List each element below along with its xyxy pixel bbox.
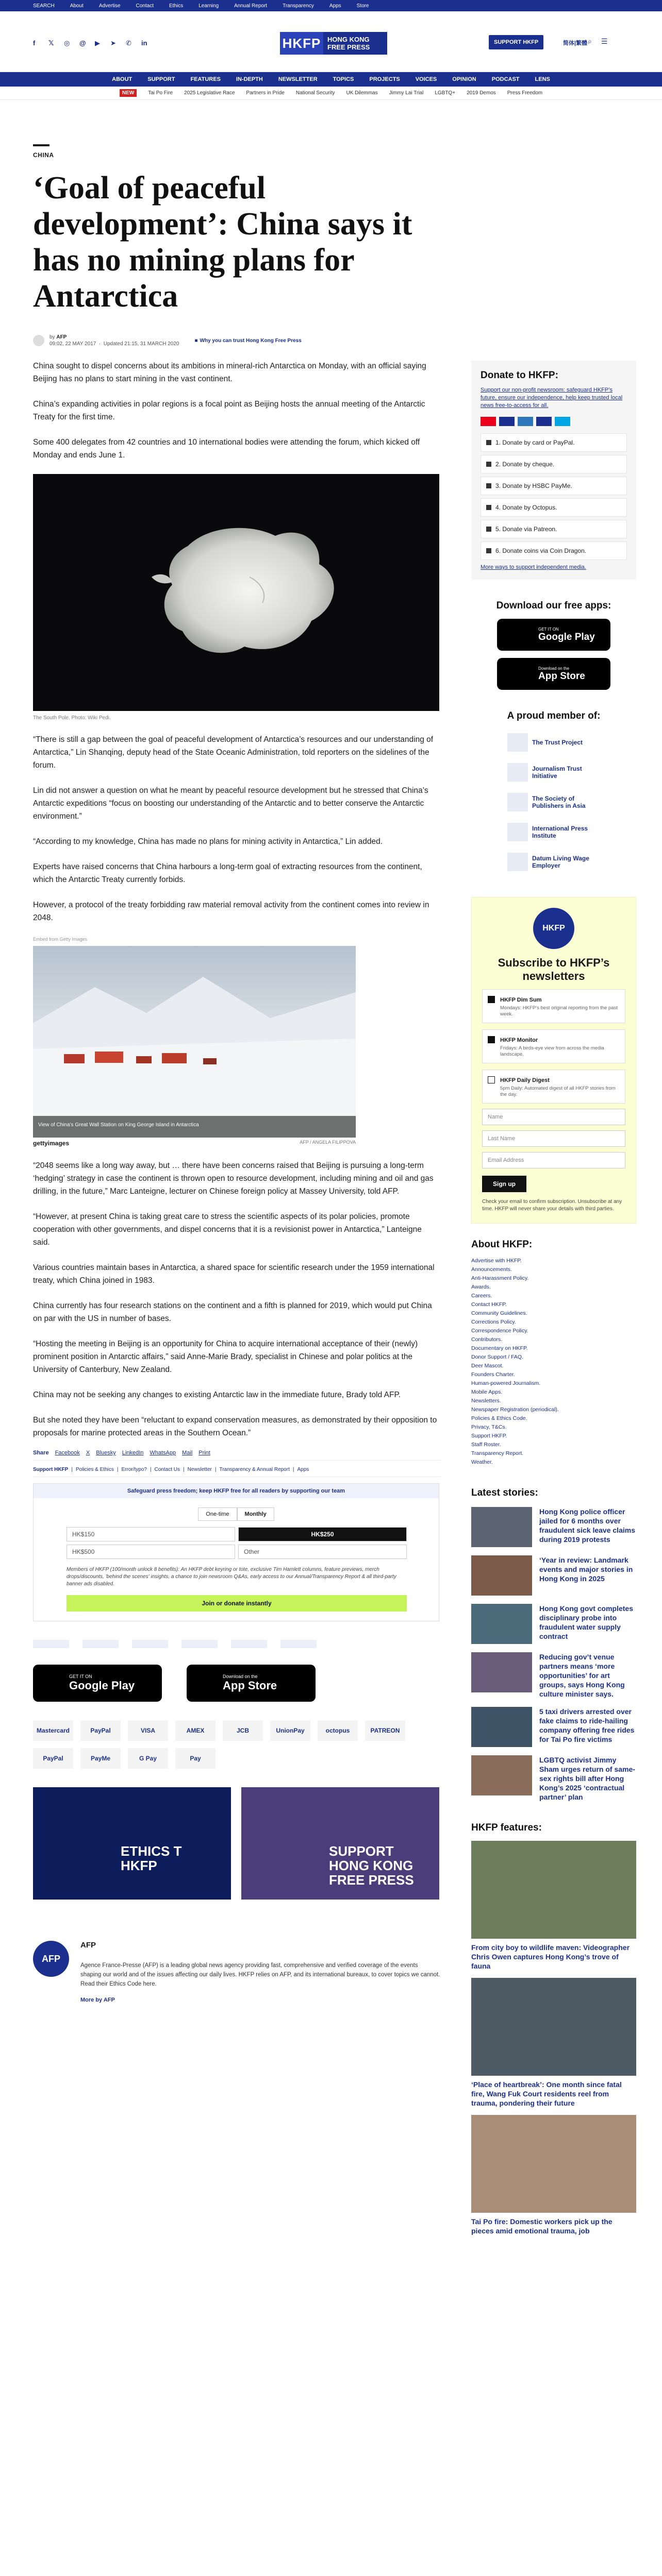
facebook-icon[interactable]: f — [33, 39, 36, 47]
nav-voices[interactable]: VOICES — [415, 76, 437, 82]
language-switch[interactable]: 简体|繁體 — [563, 40, 588, 46]
sidebar — [471, 361, 636, 2235]
amount-option-selected[interactable]: HK$250 — [238, 1527, 407, 1541]
share-print[interactable]: Print — [198, 1450, 210, 1456]
article-paragraph: China may not be seeking any changes to existing Antarctic law in the immediate future, Brady told AFP. — [33, 1391, 401, 1399]
about-links — [471, 1257, 636, 1467]
payment-methods — [33, 1720, 439, 1769]
menu-icon[interactable]: ☰ — [601, 37, 608, 45]
footlink[interactable]: Policies & Ethics — [75, 1467, 114, 1472]
instagram-icon[interactable]: ◎ — [64, 39, 70, 47]
footlink[interactable]: Contact Us — [154, 1467, 180, 1472]
article-title: ‘Goal of peaceful development’: China says it has no mining plans for Antarctica — [33, 171, 412, 314]
story-headline[interactable]: ‘Year in review: Landmark events and major stories in Hong Kong in 2025 — [539, 1556, 633, 1583]
site-header — [0, 11, 662, 72]
about-link[interactable]: Community Guidelines. — [471, 1310, 527, 1316]
support-banner[interactable]: SUPPORT HONG KONG FREE PRESS — [241, 1787, 439, 1900]
story-item[interactable] — [471, 1652, 636, 1699]
about-section — [471, 1239, 636, 1467]
newsletter-option[interactable]: HKFP Monitor Fridays: A birds-eye view from across the media landscape. — [482, 1029, 625, 1063]
article-paragraph: “2048 seems like a long way away, but … there have been concerns raised that Beijing is pursuing a long-term ‘hedging’ strategy in case the continent is thrown open to resource development, including mining and oil and gas drilling, in the future,” Marc Lanteigne, lecturer on Chinese foreign policy at Massey University, told AFP. — [33, 1161, 434, 1196]
article-paragraph: China currently has four research stations on the continent and a fifth is planned for 2019, which would put China on par with the US in number of bases. — [33, 1301, 432, 1323]
last-name-field[interactable]: Last Name — [482, 1130, 625, 1147]
article-paragraph: However, a protocol of the treaty forbidding raw material removal activity from the continent comes into review in 2048. — [33, 901, 429, 922]
footlink[interactable]: Support HKFP — [33, 1467, 69, 1472]
signup-button[interactable]: Sign up — [482, 1176, 526, 1192]
x-icon[interactable]: 𝕏 — [48, 39, 54, 47]
article-category[interactable]: CHINA — [33, 151, 54, 159]
about-link[interactable]: Policies & Ethics Code. — [471, 1415, 527, 1421]
updated-date: Updated 21:15, 31 MARCH 2020 — [103, 341, 179, 347]
latest-stories — [471, 1487, 636, 1802]
latest-title: Latest stories: — [471, 1487, 538, 1498]
member-logo[interactable]: International Press Institute — [507, 823, 600, 841]
nav-in-depth[interactable]: IN-DEPTH — [236, 76, 263, 82]
trending-nav — [0, 87, 662, 100]
header-icons — [588, 37, 607, 46]
about-link[interactable]: Contributors. — [471, 1336, 503, 1343]
story-item[interactable] — [471, 1707, 636, 1747]
member-logo[interactable]: Datum Living Wage Employer — [507, 853, 600, 871]
getty-credit: AFP / ANGELA FILIPPOVA — [300, 1140, 356, 1145]
frequency-monthly[interactable]: Monthly — [237, 1507, 274, 1521]
share-label: Share — [33, 1450, 49, 1456]
story-headline[interactable]: 5 taxi drivers arrested over fake claims to ride-hailing company offering free rides for Tai Po fire victims — [539, 1707, 635, 1743]
join-donate-button[interactable]: Join or donate instantly — [67, 1595, 407, 1612]
telegram-icon[interactable]: ➤ — [110, 39, 116, 47]
nav-about[interactable]: ABOUT — [112, 76, 133, 82]
members-title: A proud member of: — [507, 710, 601, 721]
sidebar-apps — [471, 600, 636, 690]
payment-logo[interactable]: PayPal — [80, 1720, 121, 1741]
threads-icon[interactable]: @ — [79, 39, 86, 47]
embed-footer — [33, 1140, 356, 1147]
youtube-icon[interactable]: ▶ — [95, 39, 100, 47]
about-link[interactable]: Staff Roster. — [471, 1442, 501, 1448]
linkedin-icon[interactable]: in — [141, 39, 147, 47]
about-link[interactable]: Newsletters. — [471, 1398, 501, 1404]
footlink[interactable]: Apps — [297, 1467, 309, 1472]
donate-option[interactable]: 6. Donate coins via Coin Dragon. — [481, 541, 627, 560]
promo-banners — [33, 1787, 440, 1900]
footlink[interactable]: Error/typo? — [121, 1467, 147, 1472]
antarctica-image — [33, 474, 439, 711]
topbar-store[interactable]: Store — [356, 3, 369, 9]
story-thumbnail[interactable] — [471, 1707, 532, 1747]
byline — [33, 334, 440, 347]
article-paragraph: “However, at present China is taking great care to stress the scientific aspects of its polar policies, promote cooperation with other governments, and dispel concerns that it is a revisionist power in Antarctica,” Lanteigne said. — [33, 1212, 422, 1247]
about-link[interactable]: Documentary on HKFP. — [471, 1345, 528, 1351]
story-headline[interactable]: LGBTQ activist Jimmy Sham urges return of same-sex rights bill after Hong Kong’s 2025 ‘contractual partner’ plan — [539, 1756, 635, 1801]
membership-note: Members of HKFP (100/month unlock 8 benefits): An HKFP debt keyring or tote, exclusive Tim Hamlett columns, feature previews, merch drops/discounts, 'behind the scenes' insights, a chance to join newsroom Q&As, early access to our Annual/Transparency Report & all third-party banner ads disabled. — [67, 1567, 396, 1587]
donate-options — [481, 433, 627, 560]
donate-option[interactable]: 5. Donate via Patreon. — [481, 520, 627, 538]
feature-headline[interactable]: ‘Place of heartbreak’: One month since fatal fire, Wang Fuk Court residents reel from trauma, pondering their future — [471, 2080, 622, 2107]
feature-headline[interactable]: From city boy to wildlife maven: Videographer Chris Owen captures Hong Kong’s trove of fauna — [471, 1943, 630, 1970]
feature-image[interactable] — [471, 1978, 636, 2076]
about-link[interactable]: Privacy, T&Cs. — [471, 1424, 507, 1430]
story-item[interactable] — [471, 1604, 636, 1644]
author-name[interactable]: AFP — [56, 334, 67, 340]
about-link[interactable]: Human-powered Journalism. — [471, 1380, 541, 1386]
nav-lens[interactable]: LENS — [535, 76, 550, 82]
figure-caption: The South Pole. Photo: Wiki Pedi. — [33, 715, 111, 721]
payment-logo[interactable]: PATREON — [365, 1720, 405, 1741]
getty-logo[interactable]: gettyimages — [33, 1140, 70, 1147]
about-title: About HKFP: — [471, 1239, 533, 1250]
checkbox[interactable] — [488, 1076, 495, 1083]
support-hkfp-button[interactable]: SUPPORT HKFP — [489, 35, 543, 49]
donate-heading[interactable]: Safeguard press freedom; keep HKFP free for all readers by supporting our team — [34, 1484, 439, 1498]
topbar-annual-report[interactable]: Annual Report — [234, 3, 268, 9]
frequency-toggle — [67, 1507, 406, 1521]
embed-label: Embed from Getty Images — [33, 937, 88, 942]
nav-projects[interactable]: PROJECTS — [369, 76, 400, 82]
more-ways-link[interactable]: More ways to support independent media. — [481, 564, 586, 570]
app-store-badge[interactable]: Download on the App Store — [497, 658, 610, 690]
member-logo[interactable]: The Trust Project — [507, 733, 600, 752]
partner-logo[interactable] — [231, 1640, 267, 1648]
share-bluesky[interactable]: Bluesky — [96, 1450, 116, 1456]
search-icon[interactable]: ⌕ — [588, 37, 592, 45]
partner-logo[interactable] — [181, 1640, 218, 1648]
payment-logo[interactable]: VISA — [128, 1720, 168, 1741]
partner-logo[interactable] — [33, 1640, 69, 1648]
trust-link[interactable]: ■ Why you can trust Hong Kong Free Press — [194, 338, 301, 344]
about-link[interactable]: Announcements. — [471, 1266, 512, 1273]
features-section — [471, 1822, 636, 2235]
partner-logo[interactable] — [82, 1640, 119, 1648]
nav-podcast[interactable]: PODCAST — [491, 76, 520, 82]
story-thumbnail[interactable] — [471, 1755, 532, 1795]
newsletter-title: Subscribe to HKFP’s newsletters — [498, 956, 610, 982]
author-bio: Agence France-Presse (AFP) is a leading global news agency providing fast, comprehensive and verified coverage of the events shaping our world and of the issues affecting our daily lives. HKFP relies on AFP, and its international bureaux, to cover topics we cannot. Read their Ethics Code here. — [80, 1962, 440, 1987]
nav-topics[interactable]: TOPICS — [333, 76, 354, 82]
about-link[interactable]: Transparency Report. — [471, 1450, 524, 1456]
checkbox-checked[interactable] — [488, 996, 495, 1003]
subnav-item[interactable]: National Security — [295, 90, 335, 96]
byline-text: by AFP 09:02, 22 MAY 2017 · Updated 21:15, 31 MARCH 2020 — [49, 334, 179, 347]
app-store-badge[interactable]: Download on the App Store — [187, 1665, 316, 1702]
subnav-item[interactable]: Partners in Pride — [246, 90, 285, 96]
share-whatsapp[interactable]: WhatsApp — [150, 1450, 176, 1456]
about-link[interactable]: Awards. — [471, 1284, 491, 1290]
about-link[interactable]: Anti-Harassment Policy. — [471, 1275, 529, 1281]
donate-option[interactable]: 3. Donate by HSBC PayMe. — [481, 477, 627, 495]
donate-option[interactable]: 4. Donate by Octopus. — [481, 498, 627, 517]
payment-logo[interactable]: PayMe — [80, 1748, 121, 1769]
category-rule — [33, 144, 49, 146]
author-avatar — [33, 335, 44, 346]
partner-logos — [33, 1640, 440, 1648]
share-linkedin[interactable]: LinkedIn — [122, 1450, 144, 1456]
feature-image[interactable] — [471, 2115, 636, 2213]
memberships — [471, 710, 636, 871]
story-item[interactable] — [471, 1507, 636, 1547]
share-x[interactable]: X — [86, 1450, 90, 1456]
about-link[interactable]: Careers. — [471, 1293, 492, 1299]
story-headline[interactable]: Reducing gov’t venue partners means ‘more opportunities’ for art groups, says Hong Kong culture minister says. — [539, 1653, 625, 1698]
topbar-apps[interactable]: Apps — [329, 3, 341, 9]
donate-widget — [33, 1483, 439, 1621]
share-mail[interactable]: Mail — [182, 1450, 193, 1456]
donate-title: Donate to HKFP: — [481, 370, 558, 381]
newsletter-option[interactable]: HKFP Daily Digest 5pm Daily: Automated digest of all HKFP stories from the day. — [482, 1070, 625, 1104]
about-link[interactable]: Contact HKFP. — [471, 1301, 507, 1308]
feature-headline[interactable]: Tai Po fire: Domestic workers pick up the pieces amid emotional trauma, job — [471, 2217, 613, 2235]
about-link[interactable]: Mobile Apps. — [471, 1389, 503, 1395]
share-facebook[interactable]: Facebook — [55, 1450, 80, 1456]
share-bar — [33, 1450, 440, 1461]
story-thumbnail[interactable] — [471, 1507, 532, 1547]
google-play-badge[interactable]: GET IT ON Google Play — [497, 619, 610, 651]
story-thumbnail[interactable] — [471, 1555, 532, 1596]
paypal-icon — [555, 417, 570, 426]
payment-logo[interactable]: Pay — [175, 1748, 216, 1769]
subnav-item[interactable]: Press Freedom — [507, 90, 543, 96]
story-headline[interactable]: Hong Kong police officer jailed for 6 months over fraudulent sick leave claims during 2019 protests — [539, 1507, 635, 1544]
topbar-about[interactable]: About — [70, 3, 84, 9]
topbar-advertise[interactable]: Advertise — [98, 3, 121, 9]
whatsapp-icon[interactable]: ✆ — [126, 39, 131, 47]
station-image[interactable] — [33, 946, 356, 1138]
nav-support[interactable]: SUPPORT — [147, 76, 175, 82]
footlink[interactable]: Transparency & Annual Report — [219, 1467, 290, 1472]
email-field[interactable]: Email Address — [482, 1152, 625, 1168]
social-links — [33, 39, 150, 47]
features-title: HKFP features: — [471, 1822, 542, 1833]
feature-item[interactable] — [471, 1978, 636, 2108]
newsletter-logo: HKFP — [533, 908, 574, 949]
google-play-badge[interactable]: GET IT ON Google Play — [33, 1665, 162, 1702]
subnav-item[interactable]: Tai Po Fire — [148, 90, 173, 96]
logo-name: HONG KONG FREE PRESS — [327, 36, 370, 51]
feature-item[interactable] — [471, 2115, 636, 2235]
article-paragraph: “According to my knowledge, China has made no plans for mining activity in Antarctica,” Lin added. — [33, 837, 383, 846]
article-paragraph: Various countries maintain bases in Antarctica, a shared space for scientific research under the 1959 international treaty, which China joined in 1983. — [33, 1263, 435, 1285]
topbar-ethics[interactable]: Ethics — [169, 3, 184, 9]
about-link[interactable]: Support HKFP. — [471, 1433, 507, 1439]
amount-option[interactable]: HK$150 — [67, 1527, 235, 1541]
frequency-one-time[interactable]: One-time — [198, 1507, 237, 1521]
payment-logo[interactable]: Mastercard — [33, 1720, 73, 1741]
newsletter-option[interactable]: HKFP Dim Sum Mondays: HKFP’s best original reporting from the past week. — [482, 989, 625, 1023]
amount-option[interactable]: HK$500 — [67, 1545, 235, 1559]
main-nav — [0, 72, 662, 87]
amount-options — [67, 1527, 407, 1559]
topbar-learning[interactable]: Learning — [198, 3, 219, 9]
donate-option[interactable]: 1. Donate by card or PayPal. — [481, 433, 627, 452]
about-link[interactable]: Weather. — [471, 1459, 493, 1465]
publish-date: 09:02, 22 MAY 2017 — [49, 341, 96, 347]
top-utility-bar — [0, 0, 662, 11]
story-thumbnail[interactable] — [471, 1652, 532, 1692]
new-badge: NEW — [120, 89, 137, 97]
article — [33, 144, 440, 2003]
newsletter-signup — [471, 897, 636, 1224]
payment-logo[interactable]: G Pay — [128, 1748, 168, 1769]
about-link[interactable]: Deer Mascot. — [471, 1363, 504, 1369]
apps-title: Download our free apps: — [496, 600, 611, 611]
feature-item[interactable] — [471, 1841, 636, 1971]
card-logos — [481, 417, 627, 426]
article-paragraph: But she noted they have been “reluctant to expand conservation measures, as demonstrated by their opposition to proposals for marine protected areas in the Southern Ocean.” — [33, 1416, 437, 1437]
about-link[interactable]: Newspaper Registration (periodical). — [471, 1406, 559, 1413]
first-name-field[interactable]: Name — [482, 1109, 625, 1125]
mastercard-icon — [481, 417, 496, 426]
article-paragraph: China sought to dispel concerns about its ambitions in mineral-rich Antarctica on Monday, with an official saying Beijing has no plans to start mining in the vast continent. — [33, 362, 426, 383]
member-logo[interactable]: Journalism Trust Initiative — [507, 763, 600, 782]
amount-option[interactable]: Other — [238, 1545, 407, 1559]
story-item[interactable] — [471, 1755, 636, 1802]
article-footer-links: Support HKFP | Policies & Ethics | Error/typo? | Contact Us | Newsletter | Transparency & Annual Report | Apps — [33, 1467, 440, 1477]
newsletter-note: Check your email to confirm subscription. Unsubscribe at any time. HKFP will never share your details with third parties. — [482, 1199, 622, 1212]
nav-features[interactable]: FEATURES — [190, 76, 221, 82]
embed-caption: View of China’s Great Wall Station on King George Island in Antarctica — [38, 1122, 199, 1128]
donate-sidebar — [471, 361, 636, 580]
donate-option[interactable]: 2. Donate by cheque. — [481, 455, 627, 473]
nav-opinion[interactable]: OPINION — [452, 76, 476, 82]
article-paragraph: Experts have raised concerns that China harbours a long-term goal of extracting resources from the continent, which the Antarctic Treaty currently forbids. — [33, 862, 422, 884]
amex-icon — [518, 417, 533, 426]
about-link[interactable]: Founders Charter. — [471, 1371, 515, 1378]
article-paragraph: “Hosting the meeting in Beijing is an opportunity for China to acquire international acceptance of their (newly) prominent position in Antarctic affairs,” said Anne-Marie Brady, specialist in Chinese and polar politics at the University of Canterbury, New Zealand. — [33, 1340, 418, 1374]
subnav-item[interactable]: LGBTQ+ — [435, 90, 456, 96]
partner-logo[interactable] — [280, 1640, 317, 1648]
payment-logo[interactable]: PayPal — [33, 1748, 73, 1769]
afp-logo[interactable]: AFP — [33, 1941, 69, 1977]
article-paragraph: Some 400 delegates from 42 countries and 10 international bodies were attending the forum, which kicked off Monday and ends June 1. — [33, 438, 420, 460]
about-link[interactable]: Advertise with HKFP. — [471, 1258, 522, 1264]
author-box — [33, 1941, 440, 2003]
story-item[interactable] — [471, 1555, 636, 1596]
ethics-banner[interactable]: ETHICS T HKFP — [33, 1787, 231, 1900]
app-badges — [33, 1665, 440, 1702]
subnav-item[interactable]: 2025 Legislative Race — [184, 90, 235, 96]
visa-icon — [499, 417, 515, 426]
payment-logo[interactable]: JCB — [223, 1720, 263, 1741]
story-thumbnail[interactable] — [471, 1604, 532, 1644]
about-link[interactable]: Corrections Policy. — [471, 1319, 516, 1325]
antarctica-figure — [33, 474, 440, 721]
logo-mark: HKFP — [280, 32, 323, 55]
unionpay-icon — [536, 417, 552, 426]
topbar-contact[interactable]: Contact — [136, 3, 154, 9]
feature-image[interactable] — [471, 1841, 636, 1939]
author-box-name[interactable]: AFP — [80, 1941, 96, 1950]
about-link[interactable]: Donor Support / FAQ. — [471, 1354, 523, 1360]
payment-logo[interactable]: UnionPay — [270, 1720, 310, 1741]
nav-newsletter[interactable]: NEWSLETTER — [278, 76, 318, 82]
partner-logo[interactable] — [132, 1640, 168, 1648]
subnav-item[interactable]: 2019 Demos — [467, 90, 496, 96]
topbar-transparency[interactable]: Transparency — [283, 3, 314, 9]
article-paragraph: “There is still a gap between the goal of peaceful development of Antarctica’s resources and our understanding of Antarctica,” Lin Shanqing, deputy head of the State Oceanic Administration, told reporters on the sidelines of the forum. — [33, 735, 434, 770]
payment-logo[interactable]: octopus — [318, 1720, 358, 1741]
member-logo[interactable]: The Society of Publishers in Asia — [507, 793, 600, 811]
article-paragraph: Lin did not answer a question on what he meant by peaceful resource development but he stressed that China’s Antarctic expeditions “focus on boosting our understanding of the Antarctic and to better conserve the Antarctic environment.” — [33, 786, 428, 821]
site-logo[interactable] — [280, 32, 387, 55]
footlink[interactable]: Newsletter — [187, 1467, 212, 1472]
payment-logo[interactable]: AMEX — [175, 1720, 216, 1741]
article-paragraph: China’s expanding activities in polar regions is a focal point as Beijing hosts the annual meeting of the Antarctic Treaty for the first time. — [33, 400, 425, 421]
story-headline[interactable]: Hong Kong govt completes disciplinary probe into fraudulent water supply contract — [539, 1604, 633, 1640]
donate-intro[interactable]: Support our non-profit newsroom: safeguard HKFP’s future, ensure our independence, help keep trusted local news free-to-access for all. — [481, 387, 623, 409]
more-by-author-link[interactable]: More by AFP — [80, 1997, 115, 2003]
topbar-search[interactable]: SEARCH — [33, 3, 55, 9]
subnav-item[interactable]: UK Dilemmas — [346, 90, 378, 96]
about-link[interactable]: Correspondence Policy. — [471, 1328, 528, 1334]
checkbox-checked[interactable] — [488, 1036, 495, 1043]
subnav-item[interactable]: Jimmy Lai Trial — [389, 90, 424, 96]
